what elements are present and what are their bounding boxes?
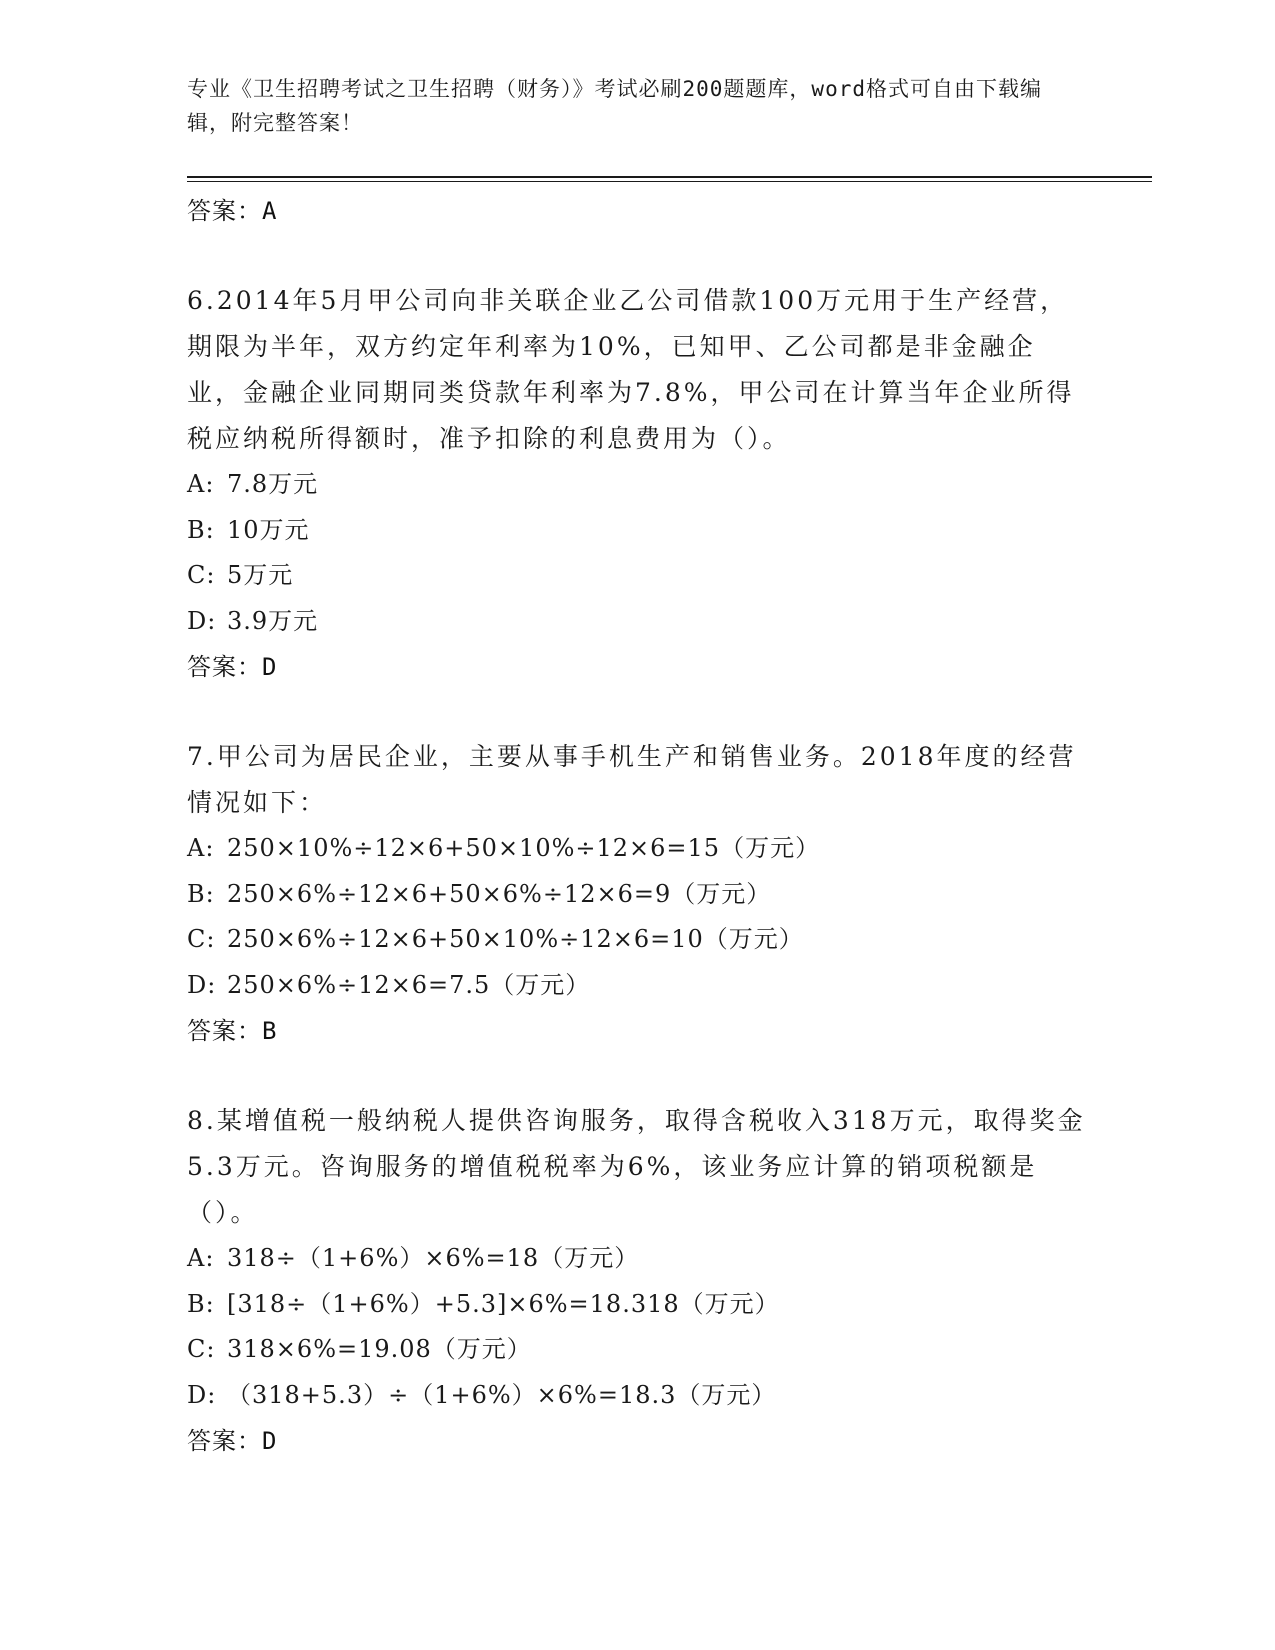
answer-line: 答案：D bbox=[187, 653, 278, 681]
answer-line: 答案：B bbox=[187, 1017, 278, 1045]
option-label: D: bbox=[187, 1380, 217, 1409]
option-b bbox=[187, 508, 1087, 554]
option-d bbox=[187, 963, 1087, 1009]
option-label: D: bbox=[187, 606, 217, 635]
option-d bbox=[187, 1373, 1087, 1419]
option-text: 250×6%÷12×6=7.5（万元） bbox=[227, 970, 591, 999]
option-label: B: bbox=[187, 1289, 215, 1318]
answer-line: 答案：A bbox=[187, 197, 278, 225]
option-d bbox=[187, 599, 1087, 645]
page-header: 专业《卫生招聘考试之卫生招聘（财务）》考试必刷200题题库，word格式可自由下载编辑，附完整答案！ bbox=[187, 77, 1042, 135]
option-label: D: bbox=[187, 970, 217, 999]
option-text: 3.9万元 bbox=[227, 606, 319, 635]
option-label: C: bbox=[187, 561, 216, 589]
option-text: 318÷（1+6%）×6%=18（万元） bbox=[227, 1244, 640, 1272]
option-text: 250×6%÷12×6+50×10%÷12×6=10（万元） bbox=[227, 925, 804, 953]
option-c bbox=[187, 1327, 1087, 1373]
option-text: 250×6%÷12×6+50×6%÷12×6=9（万元） bbox=[227, 879, 772, 908]
option-a bbox=[187, 1236, 1087, 1282]
option-c bbox=[187, 553, 1087, 599]
option-text: 250×10%÷12×6+50×10%÷12×6=15（万元） bbox=[227, 834, 821, 862]
option-text: 7.8万元 bbox=[227, 470, 319, 498]
option-a bbox=[187, 826, 1087, 872]
option-a bbox=[187, 462, 1087, 508]
option-b bbox=[187, 872, 1087, 918]
option-label: A: bbox=[187, 470, 215, 498]
question-text: 8.某增值税一般纳税人提供咨询服务，取得含税收入318万元，取得奖金5.3万元。咨询服务的增值税税率为6%，该业务应计算的销项税额是（）。 bbox=[187, 1106, 1086, 1227]
answer-line: 答案：D bbox=[187, 1427, 278, 1455]
option-label: A: bbox=[187, 1244, 215, 1272]
option-label: B: bbox=[187, 879, 215, 908]
option-text: （318+5.3）÷（1+6%）×6%=18.3（万元） bbox=[227, 1380, 777, 1409]
option-label: C: bbox=[187, 925, 216, 953]
option-c bbox=[187, 917, 1087, 963]
option-text: 318×6%=19.08（万元） bbox=[227, 1335, 532, 1363]
option-label: B: bbox=[187, 515, 215, 544]
question-list bbox=[187, 188, 1087, 1464]
question-block bbox=[187, 734, 1087, 1054]
option-b bbox=[187, 1282, 1087, 1328]
question-text: 6.2014年5月甲公司向非关联企业乙公司借款100万元用于生产经营，期限为半年，双方约定年利率为10%，已知甲、乙公司都是非金融企业，金融企业同期同类贷款年利率为7.8%，甲公司在计算当年企业所得税应纳税所得额时，准予扣除的利息费用为（）。 bbox=[187, 286, 1075, 453]
header-divider-thin bbox=[187, 181, 1152, 182]
header-divider bbox=[187, 176, 1152, 178]
option-text: [318÷（1+6%）+5.3]×6%=18.318（万元） bbox=[227, 1289, 780, 1318]
question-text: 7.甲公司为居民企业，主要从事手机生产和销售业务。2018年度的经营情况如下： bbox=[187, 742, 1077, 817]
option-text: 5万元 bbox=[227, 561, 294, 589]
option-label: C: bbox=[187, 1335, 216, 1363]
option-label: A: bbox=[187, 834, 215, 862]
option-text: 10万元 bbox=[227, 515, 310, 544]
question-block bbox=[187, 1098, 1087, 1464]
question-block bbox=[187, 278, 1087, 690]
